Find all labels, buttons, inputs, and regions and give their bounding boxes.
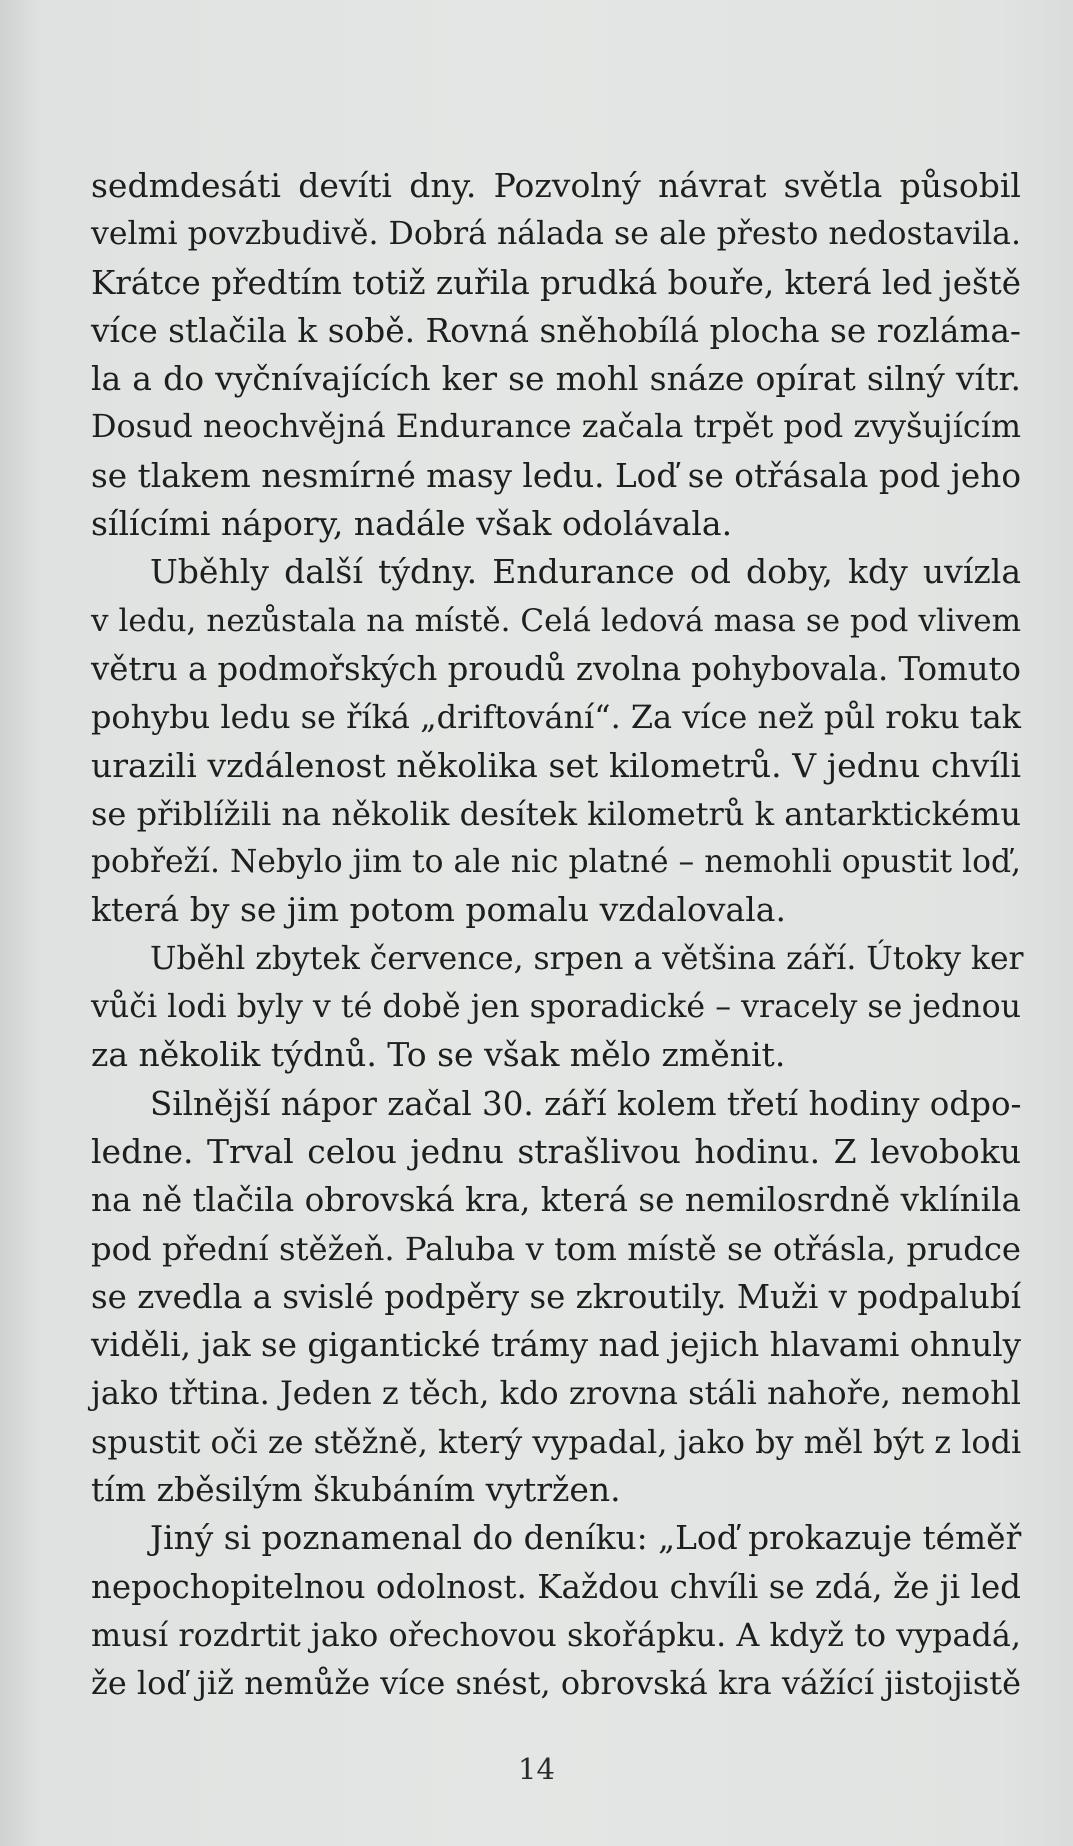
text-line: spustit oči ze stěžně, který vypadal, jako by měl být z lodi bbox=[91, 1422, 1022, 1461]
text-line: Uběhl zbytek července, srpen a většina září. Útoky ker bbox=[150, 940, 1024, 977]
text-line: Silnější nápor začal 30. září kolem třetí hodiny odpo- bbox=[150, 1084, 1022, 1123]
text-line: pobřeží. Nebylo jim to ale nic platné – nemohli opustit loď, bbox=[91, 844, 1021, 881]
text-line: velmi povzbudivě. Dobrá nálada se ale přesto nedostavila. bbox=[91, 216, 1021, 253]
text-line: na ně tlačila obrovská kra, která se nemilosrdně vklínila bbox=[91, 1181, 1021, 1220]
text-line: více stlačila k sobě. Rovná sněhobílá plocha se rozláma- bbox=[91, 311, 1021, 350]
text-line: vůči lodi byly v té době jen sporadické – vracely se jednou bbox=[91, 989, 1021, 1026]
text-line: sedmdesáti devíti dny. Pozvolný návrat světla působil bbox=[91, 166, 1021, 205]
text-line: Dosud neochvějná Endurance začala trpět pod zvyšujícím bbox=[91, 408, 1022, 446]
text-line: jako třtina. Jeden z těch, kdo zrovna stáli nahoře, nemohl bbox=[91, 1374, 1021, 1413]
text-line: v ledu, nezůstala na místě. Celá ledová masa se pod vlivem bbox=[91, 602, 1021, 639]
text-line: pod přední stěžeň. Paluba v tom místě se otřásla, prudce bbox=[91, 1229, 1021, 1268]
text-line: se přiblížili na několik desítek kilometrů k antarktickému bbox=[91, 794, 1021, 833]
text-line: la a do vyčnívajících ker se mohl snáze opírat silný vítr. bbox=[91, 359, 1021, 399]
text-line: Krátce předtím totiž zuřila prudká bouře, která led ještě bbox=[91, 263, 1021, 302]
page-number: 14 bbox=[518, 1752, 555, 1786]
text-line: nepochopitelnou odolnost. Každou chvíli se zdá, že ji led bbox=[91, 1567, 1021, 1606]
text-line: Jiný si poznamenal do deníku: „Loď prokazuje téměř bbox=[150, 1519, 1022, 1558]
text-line: Uběhly další týdny. Endurance od doby, kdy uvízla bbox=[150, 552, 1021, 592]
text-line: viděli, jak se gigantické trámy nad jejich hlavami ohnuly bbox=[91, 1326, 1021, 1365]
text-line: se tlakem nesmírné masy ledu. Loď se otřásala pod jeho bbox=[91, 456, 1021, 495]
text-line: se zvedla a svislé podpěry se zkroutily. Muži v podpalubí bbox=[91, 1277, 1021, 1316]
text-line: za několik týdnů. To se však mělo změnit. bbox=[91, 1035, 786, 1075]
text-line: větru a podmořských proudů zvolna pohybovala. Tomuto bbox=[91, 649, 1021, 688]
text-line: že loď již nemůže více snést, obrovská kra vážící jistojistě bbox=[91, 1664, 1021, 1703]
text-line: sílícími nápory, nadále však odolávala. bbox=[91, 504, 733, 544]
text-line: musí rozdrtit jako ořechovou skořápku. A když to vypadá, bbox=[91, 1615, 1021, 1654]
body-text bbox=[91, 162, 1024, 1708]
text-line: která by se jim potom pomalu vzdalovala. bbox=[91, 890, 786, 930]
text-line: tím zběsilým škubáním vytržen. bbox=[91, 1470, 621, 1510]
text-line: urazili vzdálenost několika set kilometrů. V jednu chvíli bbox=[91, 745, 1021, 785]
text-line: ledne. Trval celou jednu strašlivou hodinu. Z levoboku bbox=[91, 1131, 1021, 1171]
text-line: pohybu ledu se říká „driftování“. Za více než půl roku tak bbox=[91, 698, 1021, 737]
